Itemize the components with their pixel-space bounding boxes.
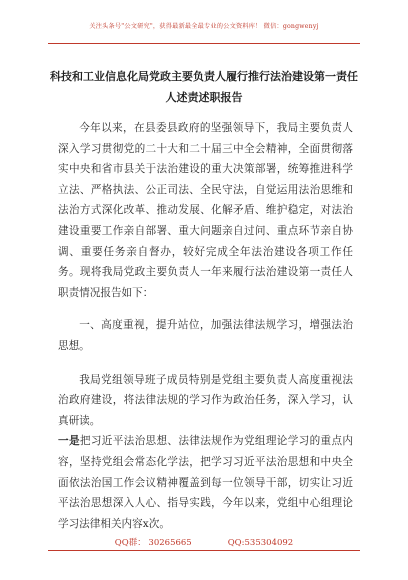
header-divider xyxy=(48,43,360,44)
footer-contact xyxy=(0,536,408,548)
footer-qq-number: QQ:535304092 xyxy=(227,538,294,548)
section-heading-1: 一、高度重视，提升站位，加强法律法规学习，增强法治思想。 xyxy=(58,319,353,352)
bold-lead-text: 一是 xyxy=(58,435,80,448)
section-paragraph-2 xyxy=(58,431,353,534)
section-paragraph-1: 我局党组领导班子成员特别是党组主要负责人高度重视法治政府建设，将法律法规的学习作为政治任务，深入学习，认真研读。 xyxy=(58,373,353,427)
header-banner: 关注头条号"公文研究"，获得最新最全最专业的公文资料库！ 微信：gongwenyj xyxy=(89,23,319,30)
document-body xyxy=(58,118,353,534)
footer-divider xyxy=(48,550,360,551)
footer-qq-group: QQ群： 30265665 xyxy=(114,538,192,548)
document-title: 科技和工业信息化局党政主要负责人履行推行法治建设第一责任人述责述职报告 xyxy=(50,70,358,104)
section-paragraph-2-text: 把习近平法治思想、法律法规作为党组理论学习的重点内容，坚持党组会常态化学法，把学习习近平法治思想和中央全面依法治国工作会议精神覆盖到每一位领导干部，切实让习近平法治思想深入人心、指导实践，今年以来，党组中心组理论学习法律相关内容x次。 xyxy=(58,435,354,530)
intro-paragraph: 今年以来，在县委县政府的坚强领导下，我局主要负责人深入学习贯彻党的二十大和二十届三中全会精神，全面贯彻落实中央和省市县关于法治建设的重大决策部署，统筹推进科学立法、严格执法、公正司法、全民守法，自觉运用法治思维和法治方式深化改革、推动发展、化解矛盾、维护稳定，对法治建设重要工作亲自部署、重大问题亲自过问、重点环节亲自协调、重要任务亲自督办，较好完成全年法治建设各项工作任务。现将我局党政主要负责人一年来履行法治建设第一责任人职责情况报告如下： xyxy=(58,122,353,299)
